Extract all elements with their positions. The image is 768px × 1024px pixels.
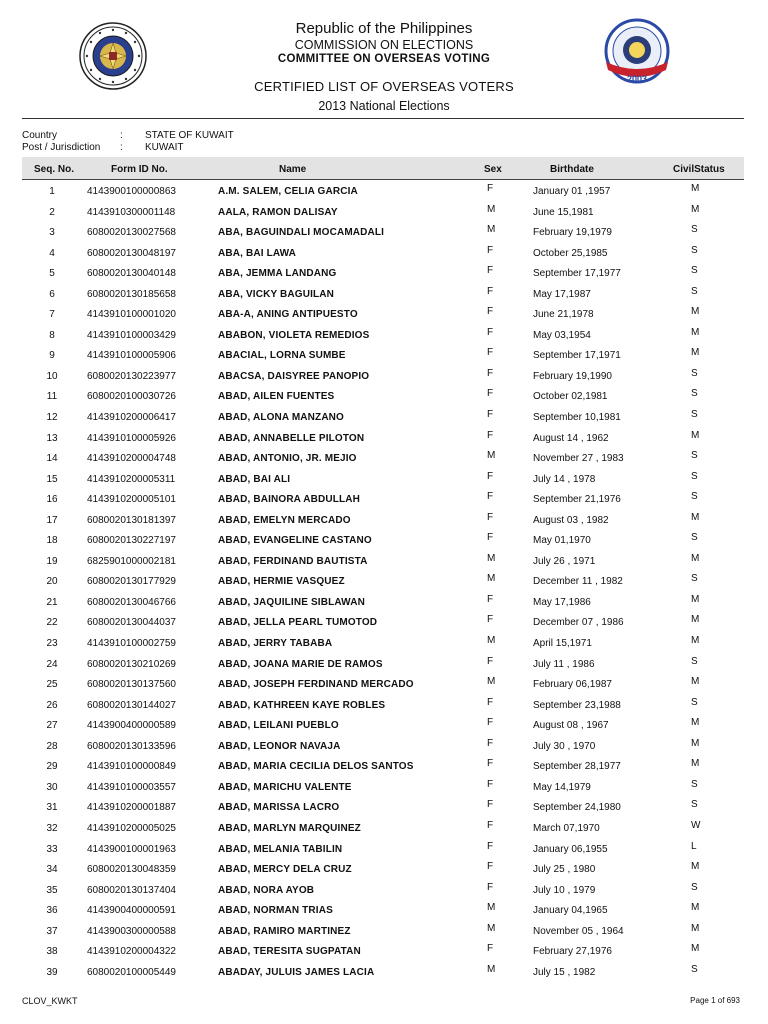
table-row	[0, 449, 768, 470]
form-id-cell: 6080020100030726	[87, 391, 176, 403]
voter-name-cell: AALA, RAMON DALISAY	[218, 206, 338, 218]
seq-number-cell: 31	[46, 802, 58, 814]
sex-cell: F	[487, 285, 494, 297]
form-id-cell: 4143910200001887	[87, 802, 176, 814]
civil-status-cell: M	[691, 183, 700, 194]
seq-number-cell: 32	[46, 822, 58, 834]
sex-cell: M	[487, 676, 496, 688]
voter-name-cell: ABA, JEMMA LANDANG	[218, 268, 337, 280]
country-value: STATE OF KUWAIT	[145, 130, 234, 141]
civil-status-cell: S	[691, 388, 698, 400]
civil-status-cell: M	[691, 593, 700, 605]
form-id-cell: 4143910200004748	[87, 453, 176, 465]
birthdate-cell: February 27,1976	[533, 946, 612, 958]
voter-table-body	[0, 182, 768, 983]
civil-status-cell: M	[691, 614, 700, 626]
table-row	[0, 346, 768, 367]
form-id-cell: 6080020130181397	[87, 514, 176, 526]
voter-name-cell: ABAD, MELANIA TABILIN	[218, 843, 343, 855]
table-row	[0, 490, 768, 511]
table-row	[0, 942, 768, 963]
civil-status-cell: S	[691, 265, 698, 277]
post-colon: :	[120, 142, 123, 153]
table-row	[0, 367, 768, 388]
document-title: CERTIFIED LIST OF OVERSEAS VOTERS	[254, 79, 514, 94]
form-id-cell: 4143910200006417	[87, 412, 176, 424]
civil-status-cell: M	[691, 676, 700, 688]
document-header	[0, 0, 768, 118]
sex-cell: F	[487, 696, 494, 708]
seq-number-cell: 37	[46, 925, 58, 937]
table-row	[0, 840, 768, 861]
form-id-cell: 6080020130137560	[87, 679, 176, 691]
seq-number-cell: 22	[46, 617, 58, 629]
seq-number-cell: 9	[49, 350, 55, 362]
column-header-birthdate: Birthdate	[550, 164, 594, 175]
civil-status-cell: S	[691, 244, 698, 256]
sex-cell: M	[487, 902, 496, 914]
seq-number-cell: 4	[49, 247, 55, 259]
seq-number-cell: 30	[46, 781, 58, 793]
table-row	[0, 387, 768, 408]
column-header-sex: Sex	[484, 164, 502, 175]
civil-status-cell: S	[691, 655, 698, 667]
birthdate-cell: January 04,1965	[533, 905, 608, 917]
form-id-cell: 4143910100001020	[87, 309, 176, 321]
civil-status-cell: M	[691, 737, 700, 749]
table-row	[0, 531, 768, 552]
footer-code: CLOV_KWKT	[22, 996, 78, 1006]
form-id-cell: 6080020130223977	[87, 370, 176, 382]
sex-cell: F	[487, 388, 494, 400]
form-id-cell: 4143910100002759	[87, 638, 176, 650]
birthdate-cell: July 25 , 1980	[533, 864, 596, 876]
commission-title: COMMISSION ON ELECTIONS	[294, 38, 474, 52]
seq-number-cell: 35	[46, 884, 58, 896]
table-row	[0, 634, 768, 655]
sex-cell: M	[487, 552, 496, 564]
civil-status-cell: M	[691, 635, 700, 647]
seq-number-cell: 38	[46, 946, 58, 958]
voter-name-cell: ABAD, BAINORA ABDULLAH	[218, 494, 360, 506]
seq-number-cell: 29	[46, 761, 58, 773]
sex-cell: F	[487, 306, 494, 318]
seq-number-cell: 6	[49, 288, 55, 300]
sex-cell: F	[487, 183, 494, 194]
birthdate-cell: September 28,1977	[533, 761, 621, 773]
civil-status-cell: M	[691, 717, 700, 729]
seq-number-cell: 24	[46, 658, 58, 670]
sex-cell: M	[487, 922, 496, 934]
birthdate-cell: July 11 , 1986	[533, 658, 595, 670]
birthdate-cell: July 10 , 1979	[533, 884, 596, 896]
seq-number-cell: 8	[49, 329, 55, 341]
voter-name-cell: ABADAY, JULUIS JAMES LACIA	[218, 966, 375, 978]
table-row	[0, 593, 768, 614]
table-row	[0, 881, 768, 902]
civil-status-cell: M	[691, 943, 700, 955]
sex-cell: F	[487, 326, 494, 338]
birthdate-cell: February 19,1990	[533, 370, 612, 382]
civil-status-cell: W	[691, 819, 701, 831]
table-row	[0, 408, 768, 429]
table-row	[0, 922, 768, 943]
sex-cell: M	[487, 450, 496, 462]
voter-name-cell: ABA, BAGUINDALI MOCAMADALI	[218, 227, 385, 239]
birthdate-cell: May 01,1970	[533, 535, 591, 547]
sex-cell: M	[487, 203, 496, 215]
sex-cell: F	[487, 593, 494, 605]
table-row	[0, 203, 768, 224]
voter-name-cell: A.M. SALEM, CELIA GARCIA	[218, 186, 358, 197]
sex-cell: F	[487, 511, 494, 523]
birthdate-cell: January 06,1955	[533, 843, 608, 855]
civil-status-cell: S	[691, 696, 698, 708]
form-id-cell: 6080020130137404	[87, 884, 176, 896]
form-id-cell: 4143900100000863	[87, 186, 176, 197]
birthdate-cell: May 03,1954	[533, 329, 591, 341]
sex-cell: F	[487, 367, 494, 379]
election-title: 2013 National Elections	[318, 99, 450, 113]
form-id-cell: 6080020130044037	[87, 617, 176, 629]
sex-cell: F	[487, 819, 494, 831]
sex-cell: F	[487, 799, 494, 811]
republic-title: Republic of the Philippines	[295, 20, 473, 37]
civil-status-cell: S	[691, 799, 698, 811]
seq-number-cell: 11	[46, 391, 58, 403]
birthdate-cell: July 30 , 1970	[533, 740, 596, 752]
voter-name-cell: ABAD, JOSEPH FERDINAND MERCADO	[218, 679, 414, 691]
form-id-cell: 6080020130046766	[87, 596, 176, 608]
table-row	[0, 470, 768, 491]
birthdate-cell: September 21,1976	[533, 494, 621, 506]
seq-number-cell: 17	[46, 514, 58, 526]
sex-cell: F	[487, 717, 494, 729]
table-row	[0, 963, 768, 984]
table-row	[0, 429, 768, 450]
civil-status-cell: S	[691, 491, 698, 503]
birthdate-cell: September 24,1980	[533, 802, 621, 814]
voter-name-cell: ABAD, TERESITA SUGPATAN	[218, 946, 361, 958]
civil-status-cell: S	[691, 532, 698, 544]
column-header-civil-status: CivilStatus	[673, 164, 725, 175]
birthdate-cell: March 07,1970	[533, 822, 600, 834]
form-id-cell: 4143910100005906	[87, 350, 176, 362]
civil-status-cell: M	[691, 511, 700, 523]
voter-name-cell: ABACSA, DAISYREE PANOPIO	[218, 370, 370, 382]
column-header-seq: Seq. No.	[34, 164, 75, 175]
voter-name-cell: ABAD, ALONA MANZANO	[218, 412, 344, 424]
seq-number-cell: 20	[46, 576, 58, 588]
civil-status-cell: M	[691, 306, 700, 318]
seq-number-cell: 23	[46, 638, 58, 650]
civil-status-cell: M	[691, 347, 700, 359]
birthdate-cell: November 05 , 1964	[533, 925, 624, 937]
voter-name-cell: ABAD, LEILANI PUEBLO	[218, 720, 339, 732]
sex-cell: M	[487, 573, 496, 585]
birthdate-cell: October 02,1981	[533, 391, 608, 403]
form-id-cell: 6825901000002181	[87, 555, 176, 567]
header-divider	[22, 118, 744, 119]
seq-number-cell: 18	[46, 535, 58, 547]
seq-number-cell: 1	[49, 186, 55, 197]
form-id-cell: 4143910100003557	[87, 781, 176, 793]
form-id-cell: 6080020130185658	[87, 288, 176, 300]
form-id-cell: 4143900300000588	[87, 925, 176, 937]
table-row	[0, 778, 768, 799]
voter-name-cell: ABAD, KATHREEN KAYE ROBLES	[218, 699, 386, 711]
table-row	[0, 798, 768, 819]
sex-cell: F	[487, 470, 494, 482]
birthdate-cell: May 14,1979	[533, 781, 591, 793]
form-id-cell: 4143910100000849	[87, 761, 176, 773]
form-id-cell: 4143910100003429	[87, 329, 176, 341]
sex-cell: F	[487, 347, 494, 359]
civil-status-cell: M	[691, 902, 700, 914]
voter-name-cell: ABAD, RAMIRO MARTINEZ	[218, 925, 351, 937]
voter-name-cell: ABAD, JAQUILINE SIBLAWAN	[218, 596, 365, 608]
sex-cell: F	[487, 758, 494, 770]
voter-name-cell: ABA-A, ANING ANTIPUESTO	[218, 309, 358, 321]
form-id-cell: 6080020130040148	[87, 268, 176, 280]
table-row	[0, 223, 768, 244]
birthdate-cell: May 17,1986	[533, 596, 591, 608]
table-row	[0, 819, 768, 840]
form-id-cell: 4143910200005311	[87, 473, 176, 485]
table-row	[0, 511, 768, 532]
birthdate-cell: August 08 , 1967	[533, 720, 609, 732]
civil-status-cell: S	[691, 881, 698, 893]
seq-number-cell: 15	[46, 473, 58, 485]
birthdate-cell: June 15,1981	[533, 206, 594, 218]
table-row	[0, 244, 768, 265]
table-row	[0, 655, 768, 676]
table-row	[0, 757, 768, 778]
post-value: KUWAIT	[145, 142, 184, 153]
voter-name-cell: ABAD, JERRY TABABA	[218, 638, 333, 650]
seq-number-cell: 25	[46, 679, 58, 691]
voter-name-cell: ABAD, MARICHU VALENTE	[218, 781, 352, 793]
country-colon: :	[120, 130, 123, 141]
civil-status-cell: L	[691, 840, 697, 852]
birthdate-cell: February 19,1979	[533, 227, 612, 239]
form-id-cell: 4143910200004322	[87, 946, 176, 958]
committee-title: COMMITTEE ON OVERSEAS VOTING	[277, 53, 491, 65]
seq-number-cell: 10	[46, 370, 58, 382]
birthdate-cell: November 27 , 1983	[533, 453, 624, 465]
seq-number-cell: 36	[46, 905, 58, 917]
birthdate-cell: December 07 , 1986	[533, 617, 624, 629]
voter-name-cell: ABAD, JOANA MARIE DE RAMOS	[218, 658, 383, 670]
seq-number-cell: 7	[49, 309, 55, 321]
sex-cell: F	[487, 737, 494, 749]
table-header-divider	[22, 179, 744, 180]
civil-status-cell: M	[691, 861, 700, 873]
cov-seal-year: 2003	[626, 74, 648, 84]
form-id-cell: 4143900100001963	[87, 843, 176, 855]
sex-cell: M	[487, 635, 496, 647]
post-label: Post / Jurisdiction	[22, 142, 101, 153]
voter-name-cell: ABAD, NORMAN TRIAS	[218, 905, 333, 917]
column-header-name: Name	[279, 164, 307, 175]
form-id-cell: 4143900400000589	[87, 720, 176, 732]
seq-number-cell: 33	[46, 843, 58, 855]
sex-cell: F	[487, 532, 494, 544]
voter-name-cell: ABA, VICKY BAGUILAN	[218, 288, 335, 300]
voter-name-cell: ABAD, MARLYN MARQUINEZ	[218, 822, 361, 834]
voter-name-cell: ABAD, BAI ALI	[218, 473, 291, 485]
birthdate-cell: July 14 , 1978	[533, 473, 596, 485]
birthdate-cell: August 03 , 1982	[533, 514, 609, 526]
seq-number-cell: 21	[46, 596, 58, 608]
table-row	[0, 326, 768, 347]
seq-number-cell: 26	[46, 699, 58, 711]
table-row	[0, 716, 768, 737]
sex-cell: F	[487, 655, 494, 667]
sex-cell: F	[487, 943, 494, 955]
seq-number-cell: 14	[46, 453, 58, 465]
seq-number-cell: 12	[46, 412, 58, 424]
sex-cell: F	[487, 491, 494, 503]
voter-name-cell: ABAD, EMELYN MERCADO	[218, 514, 351, 526]
table-row	[0, 901, 768, 922]
civil-status-cell: S	[691, 963, 698, 975]
civil-status-cell: M	[691, 922, 700, 934]
civil-status-cell: M	[691, 326, 700, 338]
seq-number-cell: 39	[46, 966, 58, 978]
seq-number-cell: 19	[46, 555, 58, 567]
table-row	[0, 737, 768, 758]
seq-number-cell: 3	[49, 227, 55, 239]
birthdate-cell: August 14 , 1962	[533, 432, 609, 444]
voter-name-cell: ABACIAL, LORNA SUMBE	[218, 350, 346, 362]
voter-name-cell: ABAD, MARISSA LACRO	[218, 802, 340, 814]
birthdate-cell: February 06,1987	[533, 679, 612, 691]
voter-name-cell: ABABON, VIOLETA REMEDIOS	[218, 329, 370, 341]
form-id-cell: 6080020100005449	[87, 966, 176, 978]
voter-name-cell: ABA, BAI LAWA	[218, 247, 297, 259]
table-row	[0, 182, 768, 203]
form-id-cell: 4143910200005025	[87, 822, 176, 834]
voter-name-cell: ABAD, MARIA CECILIA DELOS SANTOS	[218, 761, 414, 773]
form-id-cell: 4143910100005926	[87, 432, 176, 444]
form-id-cell: 6080020130177929	[87, 576, 176, 588]
table-row	[0, 572, 768, 593]
civil-status-cell: M	[691, 429, 700, 441]
seq-number-cell: 16	[46, 494, 58, 506]
country-label: Country	[22, 130, 58, 141]
voter-name-cell: ABAD, MERCY DELA CRUZ	[218, 864, 352, 876]
form-id-cell: 6080020130227197	[87, 535, 176, 547]
voter-name-cell: ABAD, JELLA PEARL TUMOTOD	[218, 617, 378, 629]
voter-name-cell: ABAD, NORA AYOB	[218, 884, 315, 896]
civil-status-cell: S	[691, 409, 698, 421]
sex-cell: F	[487, 429, 494, 441]
table-row	[0, 696, 768, 717]
birthdate-cell: October 25,1985	[533, 247, 608, 259]
form-id-cell: 4143900400000591	[87, 905, 176, 917]
table-row	[0, 860, 768, 881]
birthdate-cell: January 01 ,1957	[533, 186, 611, 197]
birthdate-cell: September 23,1988	[533, 699, 621, 711]
form-id-cell: 6080020130048197	[87, 247, 176, 259]
form-id-cell: 4143910200005101	[87, 494, 176, 506]
sex-cell: F	[487, 265, 494, 277]
table-row	[0, 285, 768, 306]
birthdate-cell: July 26 , 1971	[533, 555, 596, 567]
birthdate-cell: May 17,1987	[533, 288, 591, 300]
form-id-cell: 6080020130144027	[87, 699, 176, 711]
birthdate-cell: September 10,1981	[533, 412, 621, 424]
table-row	[0, 552, 768, 573]
sex-cell: F	[487, 244, 494, 256]
seq-number-cell: 28	[46, 740, 58, 752]
sex-cell: F	[487, 614, 494, 626]
civil-status-cell: S	[691, 778, 698, 790]
birthdate-cell: April 15,1971	[533, 638, 592, 650]
birthdate-cell: September 17,1977	[533, 268, 621, 280]
seq-number-cell: 5	[49, 268, 55, 280]
seq-number-cell: 13	[46, 432, 58, 444]
birthdate-cell: September 17,1971	[533, 350, 621, 362]
civil-status-cell: S	[691, 450, 698, 462]
table-row	[0, 264, 768, 285]
column-header-form-id: Form ID No.	[111, 164, 168, 175]
civil-status-cell: M	[691, 552, 700, 564]
form-id-cell: 6080020130048359	[87, 864, 176, 876]
sex-cell: F	[487, 840, 494, 852]
civil-status-cell: S	[691, 285, 698, 297]
birthdate-cell: December 11 , 1982	[533, 576, 623, 588]
seq-number-cell: 2	[49, 206, 55, 218]
civil-status-cell: S	[691, 367, 698, 379]
civil-status-cell: S	[691, 470, 698, 482]
form-id-cell: 4143910300001148	[87, 206, 176, 218]
civil-status-cell: S	[691, 224, 698, 236]
voter-name-cell: ABAD, LEONOR NAVAJA	[218, 740, 341, 752]
seq-number-cell: 34	[46, 864, 58, 876]
seq-number-cell: 27	[46, 720, 58, 732]
birthdate-cell: June 21,1978	[533, 309, 594, 321]
sex-cell: F	[487, 861, 494, 873]
sex-cell: F	[487, 409, 494, 421]
table-row	[0, 613, 768, 634]
form-id-cell: 6080020130133596	[87, 740, 176, 752]
birthdate-cell: July 15 , 1982	[533, 966, 596, 978]
sex-cell: F	[487, 881, 494, 893]
civil-status-cell: S	[691, 573, 698, 585]
page-number: Page 1 of 693	[690, 996, 740, 1005]
sex-cell: M	[487, 963, 496, 975]
civil-status-cell: M	[691, 758, 700, 770]
voter-name-cell: ABAD, EVANGELINE CASTANO	[218, 535, 372, 547]
table-row	[0, 305, 768, 326]
sex-cell: F	[487, 778, 494, 790]
sex-cell: M	[487, 224, 496, 236]
voter-name-cell: ABAD, HERMIE VASQUEZ	[218, 576, 345, 588]
voter-name-cell: ABAD, ANTONIO, JR. MEJIO	[218, 453, 357, 465]
table-row	[0, 675, 768, 696]
voter-name-cell: ABAD, FERDINAND BAUTISTA	[218, 555, 368, 567]
voter-name-cell: ABAD, AILEN FUENTES	[218, 391, 335, 403]
form-id-cell: 6080020130027568	[87, 227, 176, 239]
voter-name-cell: ABAD, ANNABELLE PILOTON	[218, 432, 365, 444]
civil-status-cell: M	[691, 203, 700, 215]
form-id-cell: 6080020130210269	[87, 658, 176, 670]
